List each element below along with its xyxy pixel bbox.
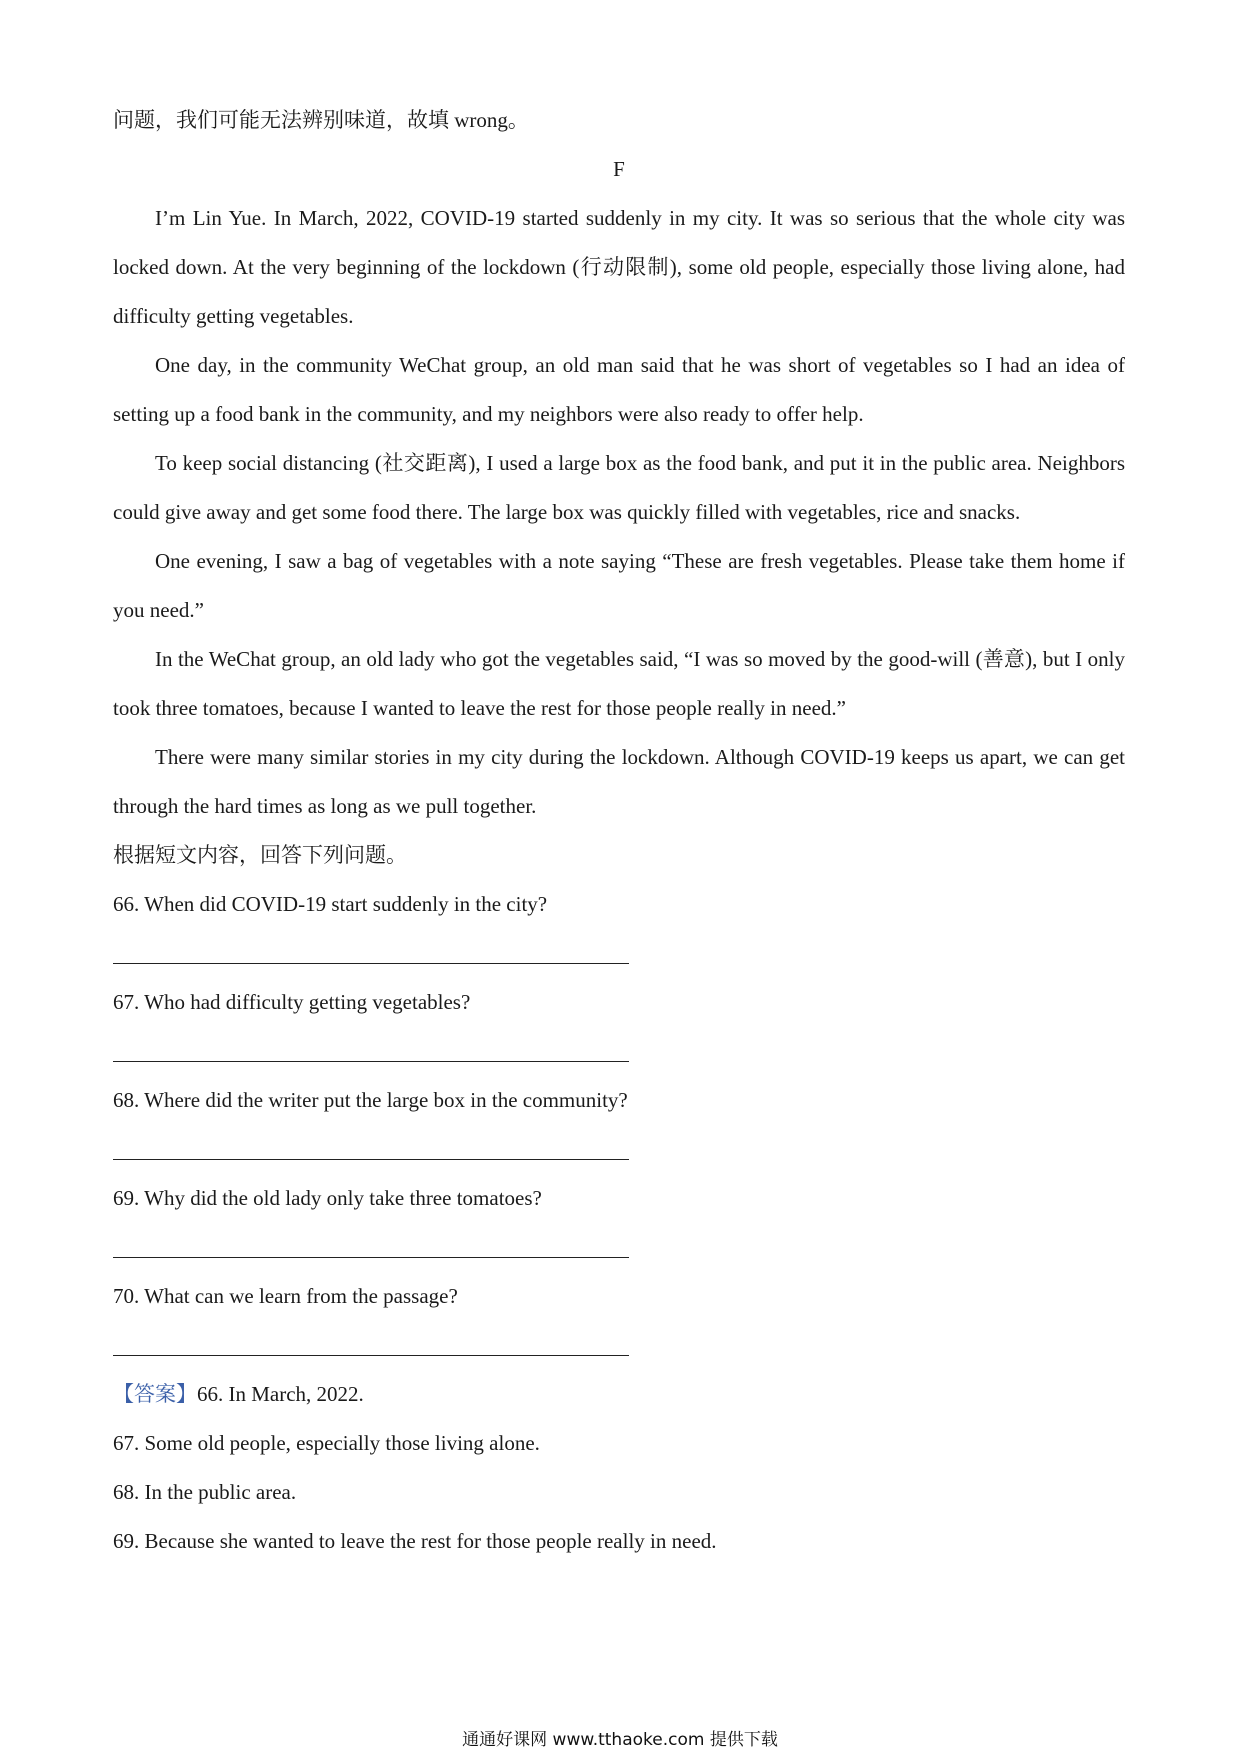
top-line: 问题，我们可能无法辨别味道，故填 wrong。 — [113, 108, 529, 132]
question-66: 66. When did COVID-19 start suddenly in the city? — [113, 892, 548, 916]
question-70: 70. What can we learn from the passage? — [113, 1284, 458, 1308]
instruction: 根据短文内容，回答下列问题。 — [113, 843, 407, 867]
answer-69: 69. Because she wanted to leave the rest for those people really in need. — [113, 1529, 717, 1553]
document-page — [113, 96, 1125, 1566]
question-68: 68. Where did the writer put the large box in the community? — [113, 1088, 628, 1112]
footer-watermark: 通通好课网 www.tthaoke.com 提供下载 — [462, 1730, 778, 1750]
answer-tag: 【答案】 — [113, 1382, 197, 1406]
answer-67: 67. Some old people, especially those living alone. — [113, 1431, 540, 1455]
paragraph-4: One evening, I saw a bag of vegetables with a note saying “These are fresh vegetables. Please take them home if you need.” — [113, 549, 1125, 622]
question-67: 67. Who had difficulty getting vegetables? — [113, 990, 471, 1014]
paragraph-5: In the WeChat group, an old lady who got the vegetables said, “I was so moved by the good-will (善意), but I only took three tomatoes, because I wanted to leave the rest for those people really in need.” — [113, 647, 1125, 720]
answer-68: 68. In the public area. — [113, 1480, 297, 1504]
answer-blank-66 — [113, 963, 629, 964]
answer-blank-68 — [113, 1159, 629, 1160]
section-letter: F — [613, 157, 625, 181]
answer-blank-67 — [113, 1061, 629, 1062]
paragraph-1: I’m Lin Yue. In March, 2022, COVID-19 started suddenly in my city. It was so serious that the whole city was locked down. At the very beginning of the lockdown (行动限制), some old people, especially those living alone, had difficulty getting vegetables. — [113, 206, 1125, 328]
answer-66-text: 66. In March, 2022. — [197, 1382, 364, 1406]
answer-blank-70 — [113, 1355, 629, 1356]
answer-blank-69 — [113, 1257, 629, 1258]
answer-66 — [113, 1370, 1125, 1419]
paragraph-2: One day, in the community WeChat group, an old man said that he was short of vegetables so I had an idea of setting up a food bank in the community, and my neighbors were also ready to offer help. — [113, 353, 1125, 426]
question-69: 69. Why did the old lady only take three tomatoes? — [113, 1186, 542, 1210]
paragraph-6: There were many similar stories in my city during the lockdown. Although COVID-19 keeps us apart, we can get through the hard times as long as we pull together. — [113, 745, 1125, 818]
paragraph-3: To keep social distancing (社交距离), I used a large box as the food bank, and put it in the public area. Neighbors could give away and get some food there. The large box was quickly filled with vegetables, rice and snacks. — [113, 451, 1125, 524]
